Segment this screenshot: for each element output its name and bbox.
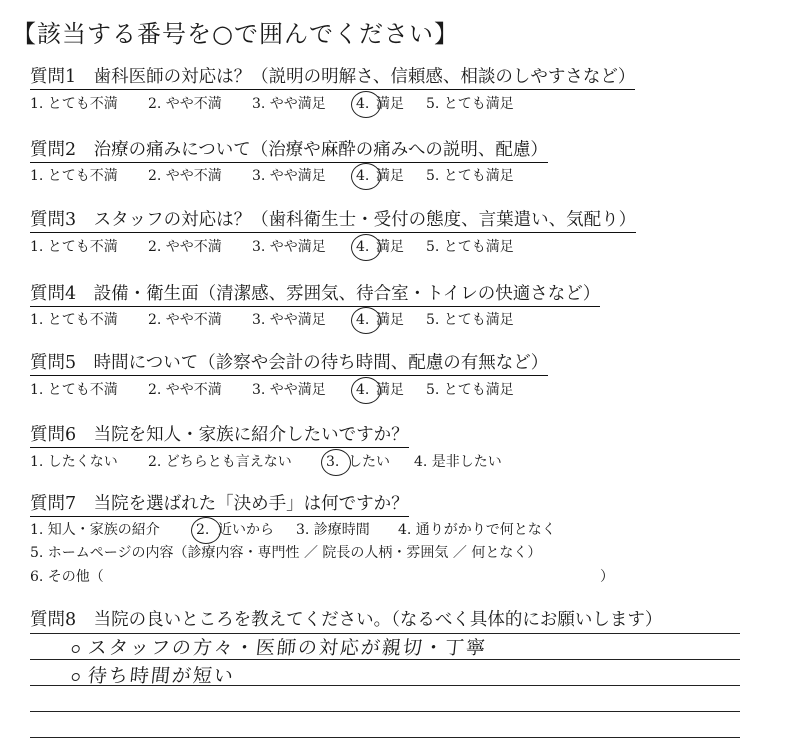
handwritten-answer-2[interactable]: 待ち時間が短い [71, 661, 237, 688]
option-3-label: したい [348, 454, 390, 470]
option-1[interactable]: 1. とても不満 [30, 239, 118, 255]
option-2[interactable]: 2. やや不満 [148, 168, 222, 184]
question-5-title: 質問5 時間について（診察や会計の待ち時間、配慮の有無など） [30, 352, 548, 376]
question-6-title: 質問6 当院を知人・家族に紹介したいですか？ [30, 424, 409, 448]
question-1-title: 質問1 歯科医師の対応は？（説明の明解さ、信頼感、相談のしやすさなど） [30, 66, 635, 90]
question-3-title: 質問3 スタッフの対応は？（歯科衛生士・受付の態度、言葉遣い、気配り） [30, 209, 636, 233]
option-4[interactable]: 4. 通りがかりで何となく [398, 522, 556, 538]
option-1[interactable]: 1. とても不満 [30, 382, 118, 398]
question-4-title: 質問4 設備・衛生面（清潔感、雰囲気、待合室・トイレの快適さなど） [30, 283, 600, 307]
option-4-label: 満足 [376, 382, 404, 398]
option-5[interactable]: 5. とても満足 [426, 96, 514, 112]
option-4[interactable]: 4. 是非したい [414, 454, 502, 470]
bullet-icon [71, 673, 80, 681]
instruction-header: 【該当する番号を○で囲んでください】 [12, 20, 459, 48]
answer-line [30, 737, 740, 738]
bullet-icon [71, 645, 80, 653]
option-3-selected[interactable]: 3. [326, 453, 339, 471]
question-7-title: 質問7 当院を選ばれた「決め手」は何ですか？ [30, 493, 409, 517]
option-6[interactable]: 6. その他（ [30, 569, 104, 585]
answer-line [30, 711, 740, 712]
option-4-selected[interactable]: 4. [356, 167, 369, 185]
option-5[interactable]: 5. とても満足 [426, 312, 514, 328]
option-2-label: 近いから [218, 522, 274, 538]
option-2[interactable]: 2. やや不満 [148, 382, 222, 398]
option-1[interactable]: 1. 知人・家族の紹介 [30, 522, 160, 538]
question-2-options [30, 167, 514, 185]
option-4-label: 満足 [376, 312, 404, 328]
question-1-options [30, 95, 514, 113]
option-1[interactable]: 1. とても不満 [30, 96, 118, 112]
option-2[interactable]: 2. やや不満 [148, 96, 222, 112]
question-4-options [30, 311, 514, 329]
option-3[interactable]: 3. 診療時間 [296, 522, 370, 538]
option-3[interactable]: 3. やや満足 [252, 239, 326, 255]
option-3[interactable]: 3. やや満足 [252, 312, 326, 328]
option-4-selected[interactable]: 4. [356, 238, 369, 256]
option-5[interactable]: 5. とても満足 [426, 168, 514, 184]
option-1[interactable]: 1. したくない [30, 454, 118, 470]
option-4-selected[interactable]: 4. [356, 311, 369, 329]
option-4-label: 満足 [376, 168, 404, 184]
option-5[interactable]: 5. とても満足 [426, 239, 514, 255]
question-6-options [30, 453, 502, 471]
option-2-selected[interactable]: 2. [196, 521, 209, 539]
question-8-title: 質問8 当院の良いところを教えてください。（なるべく具体的にお願いします） [30, 610, 663, 630]
option-3[interactable]: 3. やや満足 [252, 168, 326, 184]
option-1[interactable]: 1. とても不満 [30, 312, 118, 328]
option-5[interactable]: 5. とても満足 [426, 382, 514, 398]
question-7-options-row-1 [30, 521, 556, 539]
option-2[interactable]: 2. どちらとも言えない [148, 454, 292, 470]
question-2-title: 質問2 治療の痛みについて（治療や麻酔の痛みへの説明、配慮） [30, 139, 548, 163]
handwritten-answer-1[interactable]: スタッフの方々・医師の対応が親切・丁寧 [71, 633, 489, 660]
option-4-selected[interactable]: 4. [356, 381, 369, 399]
option-4-selected[interactable]: 4. [356, 95, 369, 113]
option-2[interactable]: 2. やや不満 [148, 312, 222, 328]
option-3[interactable]: 3. やや満足 [252, 96, 326, 112]
option-4-label: 満足 [376, 96, 404, 112]
option-5[interactable]: 5. ホームページの内容（診療内容・専門性 ／ 院長の人柄・雰囲気 ／ 何となく） [30, 545, 542, 561]
question-3-options [30, 238, 514, 256]
option-4-label: 満足 [376, 239, 404, 255]
option-1[interactable]: 1. とても不満 [30, 168, 118, 184]
option-3[interactable]: 3. やや満足 [252, 382, 326, 398]
option-2[interactable]: 2. やや不満 [148, 239, 222, 255]
question-5-options [30, 381, 514, 399]
option-6-close-paren: ） [600, 569, 614, 585]
